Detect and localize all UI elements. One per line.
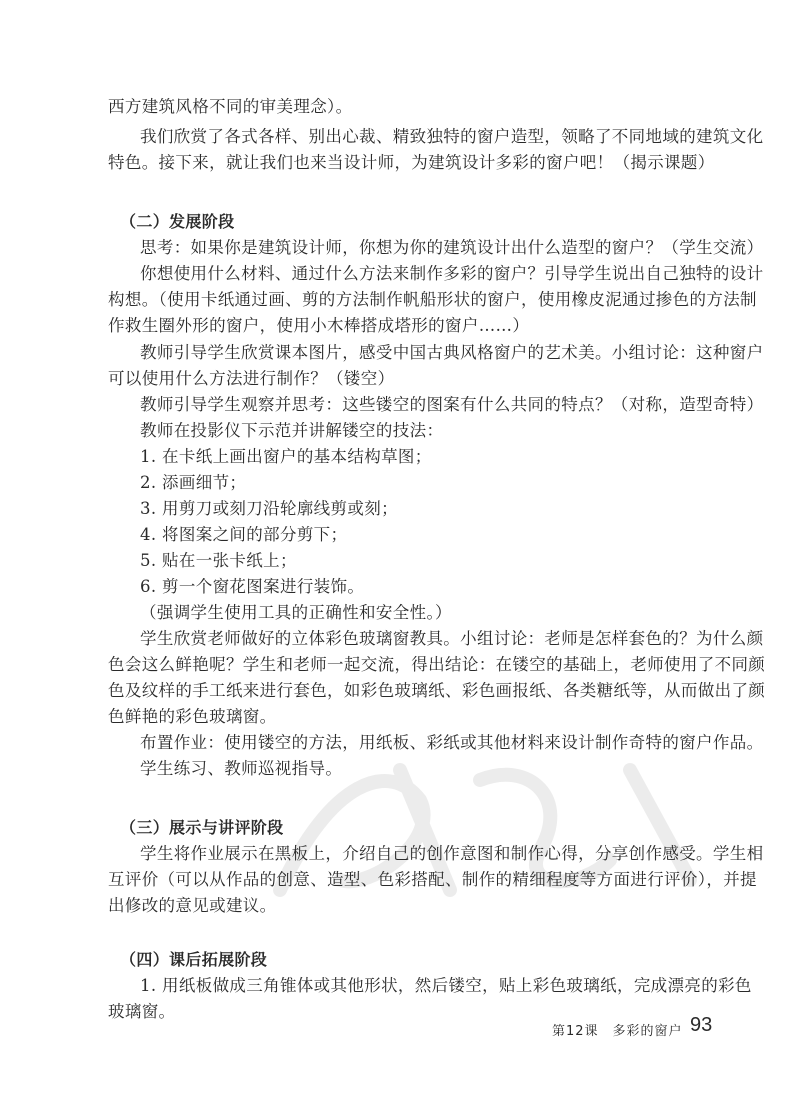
text-line: 特色。接下来，就让我们也来当设计师，为建筑设计多彩的窗户吧！（揭示课题） [108,153,715,172]
text-line: 学生将作业展示在黑板上，介绍自己的创作意图和制作心得，分享创作感受。学生相 [140,844,764,863]
list-item: 1. 在卡纸上画出窗户的基本结构草图； [140,447,432,466]
text-line: 学生欣赏老师做好的立体彩色玻璃窗教具。小组讨论：老师是怎样套色的？为什么颜 [140,629,764,648]
section-heading: （三）展示与讲评阶段 [120,818,284,837]
text-line: 作救生圈外形的窗户，使用小木棒搭成塔形的窗户……） [108,316,530,335]
list-item: 5. 贴在一张卡纸上； [140,551,297,570]
text-line: 我们欣赏了各式各样、别出心裁、精致独特的窗户造型，领略了不同地域的建筑文化 [140,127,764,146]
text-line: 色鲜艳的彩色玻璃窗。 [108,707,277,726]
list-item: 3. 用剪刀或刻刀沿轮廓线剪或刻； [140,499,398,518]
list-item: 4. 将图案之间的部分剪下； [140,525,348,544]
text-line: 互评价（可以从作品的创意、造型、色彩搭配、制作的精细程度等方面进行评价），并提 [108,870,757,889]
text-line: 学生练习、教师巡视指导。 [140,759,343,778]
text-line: 可以使用什么方法进行制作？（镂空） [108,369,395,388]
text-line: 色会这么鲜艳呢？学生和老师一起交流，得出结论：在镂空的基础上，老师使用了不同颜 [108,655,766,674]
footer-lesson-title: 第12课 多彩的窗户 [552,1024,683,1039]
text-line: 色及纹样的手工纸来进行套色，如彩色玻璃纸、彩色画报纸、各类糖纸等，从而做出了颜 [108,681,766,700]
list-item: 玻璃窗。 [108,1002,176,1021]
list-item: 6. 剪一个窗花图案进行装饰。 [140,577,365,596]
text-line: 教师引导学生观察并思考：这些镂空的图案有什么共同的特点？（对称，造型奇特） [140,395,764,414]
text-line: 布置作业：使用镂空的方法，用纸板、彩纸或其他材料来设计制作奇特的窗户作品。 [140,733,764,752]
section-heading: （四）课后拓展阶段 [120,950,268,969]
list-item: 1. 用纸板做成三角锥体或其他形状，然后镂空，贴上彩色玻璃纸，完成漂亮的彩色 [140,976,752,995]
text-line: 教师在投影仪下示范并讲解镂空的技法： [140,421,444,440]
section-heading: （二）发展阶段 [120,212,235,231]
text-line: 出修改的意见或建议。 [108,896,277,915]
text-line: 你想使用什么材料、通过什么方法来制作多彩的窗户？引导学生说出自己独特的设计 [140,264,764,283]
text-line: 构想。（使用卡纸通过画、剪的方法制作帆船形状的窗户，使用橡皮泥通过掺色的方法制 [108,290,757,309]
text-line: 思考：如果你是建筑设计师，你想为你的建筑设计出什么造型的窗户？（学生交流） [140,238,764,257]
list-item: 2. 添画细节； [140,473,247,492]
text-line: 教师引导学生欣赏课本图片，感受中国古典风格窗户的艺术美。小组讨论：这种窗户 [140,343,764,362]
page-number: 93 [690,1014,713,1036]
note-line: （强调学生使用工具的正确性和安全性。） [140,603,452,622]
text-line: 西方建筑风格不同的审美理念）。 [108,97,353,116]
